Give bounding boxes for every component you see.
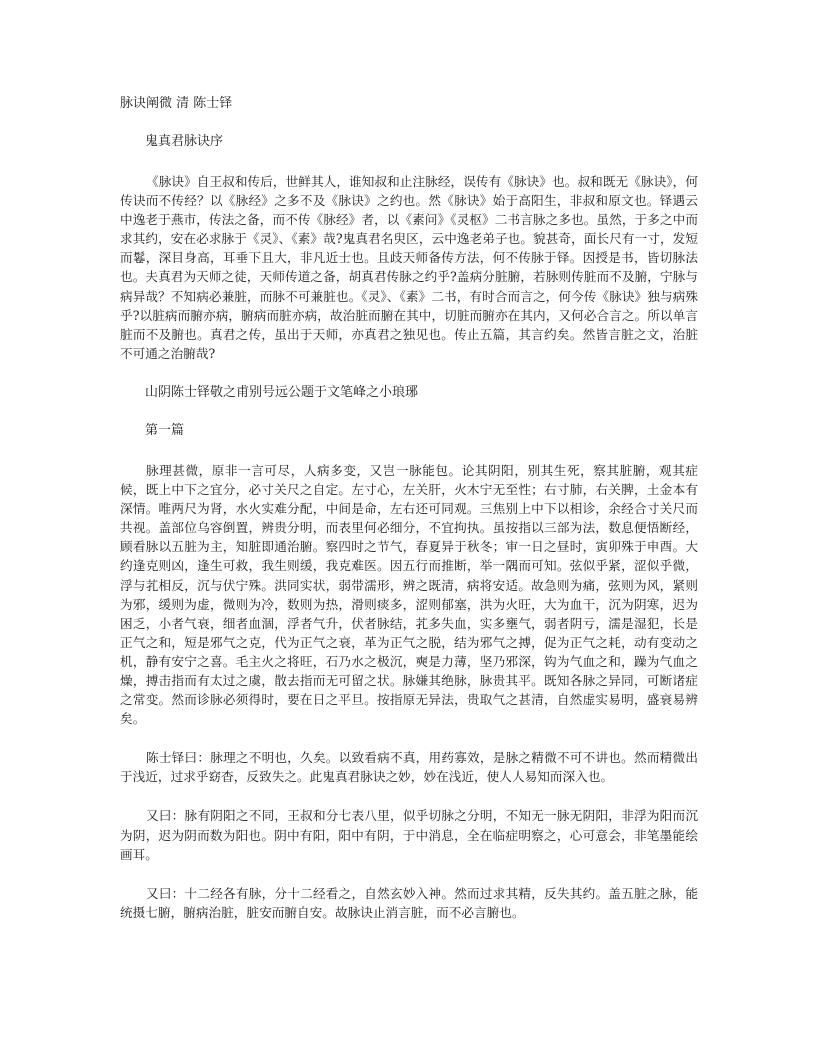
document-page — [120, 96, 698, 942]
preface-attribution: 山阴陈士铎敬之甫别号远公题于文笔峰之小琅琊 — [145, 384, 419, 400]
preface-paragraph: 《脉诀》自王叔和传后，世鲜其人，谁知叔和止注脉经，误传有《脉诀》也。叔和既无《脉诀》，何传诀而不传经？以《脉经》之多不及《脉诀》之约也。然《脉诀》始于高阳生，非叔和原文也。铎遇云中逸老于燕市，传法之备，而不传《脉经》者，以《素问》《灵枢》二书言脉之多也。虽然，于多之中而求其约，安在必求脉于《灵》、《素》哉?鬼真君名臾区，云中逸老弟子也。貌甚奇，面长尺有一寸，发短而鬈，深目身高，耳垂下且大，非凡近士也。且歧天师备传方法，何不传脉于铎。因授是书，皆切脉法也。夫真君为天师之徒，天师传道之备，胡真君传脉之约乎?盖病分脏腑，若脉则传脏而不及腑，宁脉与病异哉？不知病必兼脏，而脉不可兼脏也。《灵》、《素》二书，有时合而言之，何今传《脉诀》独与病殊乎?以脏病而腑亦病，腑病而脏亦病，故治脏而腑在其中，切脏而腑亦在其内，又何必合言之。所以单言脏而不及腑也。真君之传，虽出于天师，亦真君之独见也。传止五篇，其言约矣。然皆言脏之文，治脏不可通之治腑哉? — [120, 174, 698, 361]
chapter-heading: 第一篇 — [145, 422, 185, 438]
chapter-paragraph: 脉理甚微，原非一言可尽，人病多变，又岂一脉能包。论其阴阳，别其生死，察其脏腑，观其症候，既上中下之宜分，必寸关尺之自定。左寸心，左关肝，火木宁无至性；右寸肺，右关脾，土金本有深情。唯两尺为肾，水火实难分配，中间是命，左右还可同观。三焦别上中下以相诊，余经合寸关尺而共视。盖部位乌容倒置，辨贵分明，而表里何必细分，不宜拘执。虽按指以三部为法，数息便悟断经，顾看脉以五脏为主，知脏即通治腑。察四时之节气，春夏异于秋冬；审一日之昼时，寅卯殊于申酉。大约逢克则凶，逢生可救，我生则缓，我克难医。因五行而推断，举一隅而可知。弦似乎紧，涩似乎微，浮与芤相反，沉与伏宁殊。洪同实状，弱带濡形，辨之既清，病将安适。故急则为痛，弦则为风，紧则为邪，缓则为虚，微则为冷，数则为热，滑则痰多，涩则郁塞，洪为火旺，大为血干，沉为阴寒，迟为困乏，小者气衰，细者血涸，浮者气升，伏者脉结，芤多失血，实多壅气，弱者阴亏，濡是湿犯，长是正气之和，短是邪气之克，代为正气之衰，革为正气之脱，结为邪气之搏，促为正气之耗，动有变动之机，静有安宁之喜。毛主火之将旺，石乃水之极沉，奭是力薄，坚乃邪深，钩为气血之和，躁为气血之燥，搏击指而有太过之虞，散去指而无可留之状。脉嫌其绝脉，脉贵其平。既知各脉之异同，可断诸症之常变。然而诊脉必须得时，要在日之平旦。按指原无异法，贵取气之甚清，自然虚实易明，盛衰易辨矣。 — [120, 462, 698, 727]
preface-heading: 鬼真君脉诀序 — [145, 134, 224, 149]
commentary-paragraph-1: 陈士铎曰：脉理之不明也，久矣。以致看病不真，用药寡效，是脉之精微不可不讲也。然而精微出于浅近，过求乎窈杳，反致失之。此鬼真君脉诀之妙，妙在浅近，使人人易知而深入也。 — [120, 750, 698, 785]
document-title: 脉诀阐微 清 陈士铎 — [120, 96, 233, 111]
commentary-paragraph-3: 又曰：十二经各有脉，分十二经看之，自然玄妙入神。然而过求其精，反失其约。盖五脏之脉，能统摄七腑，腑病治脏，脏安而腑自安。故脉诀止消言脏，而不必言腑也。 — [120, 885, 698, 920]
commentary-paragraph-2: 又曰：脉有阴阳之不同，王叔和分七表八里，似乎切脉之分明，不知无一脉无阴阳，非浮为阳而沉为阴，迟为阴而数为阳也。阴中有阳，阳中有阴，于中消息，全在临症明察之，心可意会，非笔墨能绘画耳。 — [120, 808, 698, 862]
